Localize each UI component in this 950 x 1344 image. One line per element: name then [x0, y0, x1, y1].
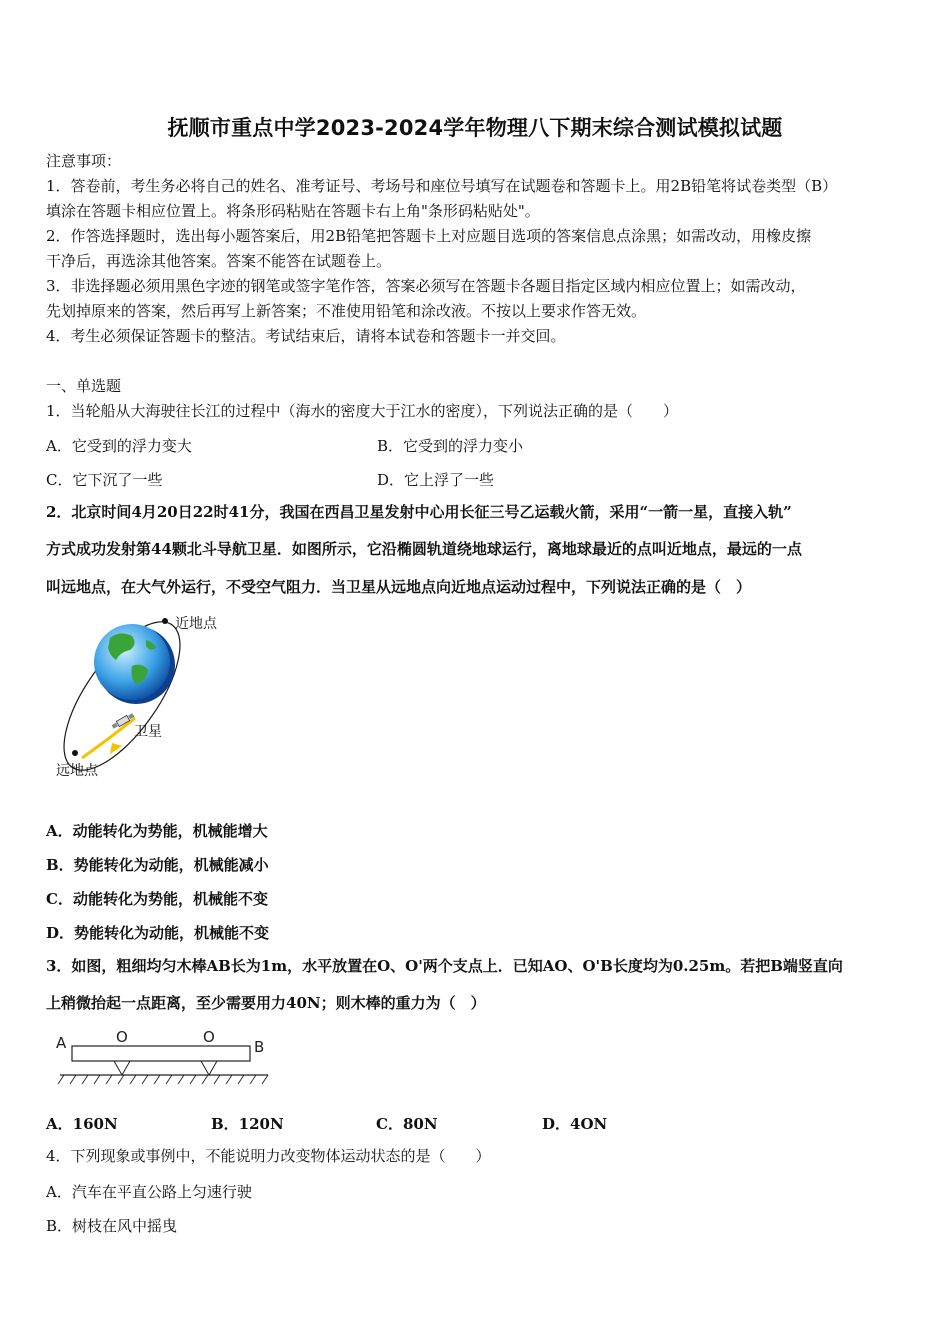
satellite-label: 卫星 — [134, 724, 162, 740]
point-b-label: B — [254, 1038, 265, 1056]
perigee-point — [162, 618, 168, 624]
apogee-label: 远地点 — [56, 763, 98, 779]
question-3-stem-line: 3．如图，粗细均匀木棒AB长为1m，水平放置在O、O'两个支点上．已知AO、O'B长度均为0.25m。若把B端竖直向 — [46, 957, 843, 975]
question-4-option-a: A．汽车在平直公路上匀速行驶 — [46, 1183, 252, 1201]
question-3-option-a: A．160N — [46, 1115, 118, 1133]
satellite-orbit-figure — [50, 608, 240, 783]
notice-heading: 注意事项： — [46, 152, 122, 170]
orbit-arrow-path — [82, 718, 135, 758]
question-1-option-c: C．它下沉了一些 — [46, 471, 163, 489]
question-3-option-c: C．80N — [376, 1115, 438, 1133]
question-1-option-a: A．它受到的浮力变大 — [46, 437, 192, 455]
question-2-option-b: B．势能转化为动能，机械能减小 — [46, 856, 269, 874]
question-3-option-d: D．4ON — [542, 1115, 608, 1133]
question-2-option-c: C．动能转化为势能，机械能不变 — [46, 890, 268, 908]
fulcrum-right — [201, 1061, 217, 1075]
perigee-label: 近地点 — [175, 616, 217, 632]
notice-line: 干净后，再选涂其他答案。答案不能答在试题卷上。 — [46, 252, 392, 270]
question-1-stem: 1．当轮船从大海驶往长江的过程中（海水的密度大于江水的密度），下列说法正确的是（ ） — [46, 402, 679, 420]
question-2-option-d: D．势能转化为动能，机械能不变 — [46, 924, 270, 942]
notice-line: 2．作答选择题时，选出每小题答案后，用2B铅笔把答题卡上对应题目选项的答案信息点涂黑；如需改动，用橡皮擦 — [46, 227, 812, 245]
notice-line: 1．答卷前，考生务必将自己的姓名、准考证号、考场号和座位号填写在试题卷和答题卡上。用2B铅笔将试卷类型（B） — [46, 177, 838, 195]
page-title: 抚顺市重点中学2023-2024学年物理八下期末综合测试模拟试题 — [167, 116, 783, 140]
question-1-option-b: B．它受到的浮力变小 — [377, 437, 524, 455]
point-a-label: A — [56, 1034, 67, 1052]
notice-line: 先划掉原来的答案，然后再写上新答案；不准使用铅笔和涂改液。不按以上要求作答无效。 — [46, 302, 647, 320]
ground-hatching — [58, 1075, 268, 1084]
fulcrum-left — [114, 1061, 130, 1075]
lever-figure — [52, 1024, 272, 1090]
wooden-rod — [72, 1046, 250, 1061]
question-3-stem-line: 上稍微抬起一点距离，至少需要用力40N；则木棒的重力为（ ） — [46, 994, 486, 1012]
notice-line: 3．非选择题必须用黑色字迹的钢笔或签字笔作答，答案必须写在答题卡各题目指定区域内相应位置上；如需改动， — [46, 277, 806, 295]
point-o-prime-label: O — [203, 1028, 215, 1046]
question-1-option-d: D．它上浮了一些 — [377, 471, 495, 489]
point-o-label: O — [116, 1028, 128, 1046]
notice-line: 填涂在答题卡相应位置上。将条形码粘贴在答题卡右上角"条形码粘贴处"。 — [46, 202, 540, 220]
notice-line: 4．考生必须保证答题卡的整洁。考试结束后，请将本试卷和答题卡一并交回。 — [46, 327, 566, 345]
apogee-point — [72, 750, 78, 756]
question-2-stem-line: 叫远地点，在大气外运行，不受空气阻力．当卫星从远地点向近地点运动过程中，下列说法正确的是（ ） — [46, 578, 752, 596]
question-4-stem: 4．下列现象或事例中，不能说明力改变物体运动状态的是（ ） — [46, 1147, 491, 1165]
section-heading: 一、单选题 — [46, 377, 122, 395]
question-2-option-a: A．动能转化为势能，机械能增大 — [46, 822, 268, 840]
question-2-stem-line: 方式成功发射第44颗北斗导航卫星．如图所示，它沿椭圆轨道绕地球运行，离地球最近的点叫近地点，最远的一点 — [46, 540, 802, 558]
earth-globe-icon — [94, 624, 170, 700]
question-3-option-b: B．120N — [211, 1115, 284, 1133]
question-2-stem-line: 2．北京时间4月20日22时41分，我国在西昌卫星发射中心用长征三号乙运载火箭，采用“一箭一星，直接入轨” — [46, 503, 792, 521]
question-4-option-b: B．树枝在风中摇曳 — [46, 1217, 178, 1235]
